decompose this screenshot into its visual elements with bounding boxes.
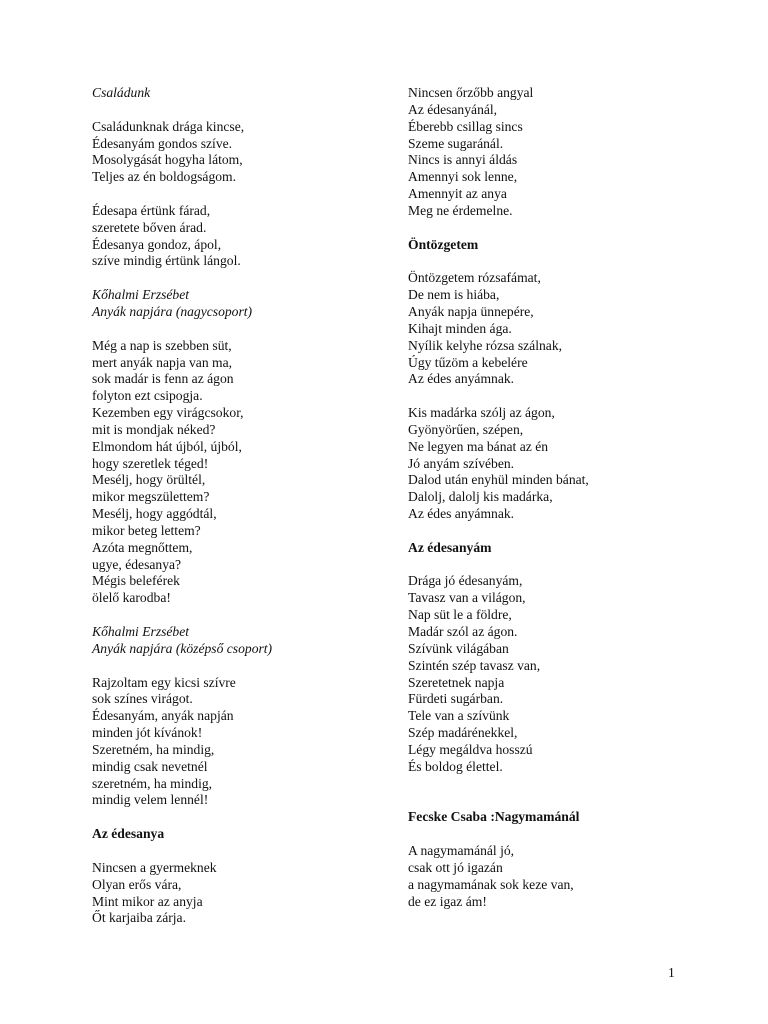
- poem-line: folyton ezt csipogja.: [92, 388, 203, 404]
- poem-line: Azóta megnőttem,: [92, 539, 193, 555]
- poem-line: Őt karjaiba zárja.: [92, 910, 186, 926]
- poem-line: Mosolygását hogyha látom,: [92, 152, 243, 168]
- poem-line: Olyan erős vára,: [92, 876, 182, 892]
- poem-line: mert anyák napja van ma,: [92, 354, 233, 370]
- poem-line: Gyönyörűen, szépen,: [408, 421, 524, 437]
- poem-line: Még a nap is szebben süt,: [92, 337, 232, 353]
- poem-line: szeretném, ha mindig,: [92, 775, 213, 791]
- poem-line: Ne legyen ma bánat az én: [408, 438, 549, 454]
- blank-line: [408, 388, 728, 405]
- poem-line: mindig velem lennél!: [92, 792, 209, 808]
- poem-line: Nyílik kelyhe rózsa szálnak,: [408, 337, 563, 353]
- blank-line: [92, 658, 392, 675]
- poem-attribution: Kőhalmi Erzsébet: [92, 624, 190, 639]
- poem-line: mikor megszülettem?: [92, 489, 210, 505]
- poem-line: mit is mondjak néked?: [92, 421, 216, 437]
- poem-line: A nagymamánál jó,: [408, 842, 515, 858]
- poem-line: Rajzoltam egy kicsi szívre: [92, 674, 236, 690]
- poem-title: Fecske Csaba :Nagymamánál: [408, 809, 580, 825]
- poem-line: sok színes virágot.: [92, 691, 193, 707]
- poem-title: Öntözgetem: [408, 236, 479, 252]
- blank-line: [92, 809, 392, 826]
- poem-line: Szeme sugaránál.: [408, 135, 504, 151]
- blank-line: [92, 270, 392, 287]
- right-column: [408, 85, 728, 910]
- poem-attribution: Anyák napjára (nagycsoport): [92, 303, 253, 319]
- poem-line: Mégis beleférek: [92, 573, 180, 589]
- poem-line: Amennyit az anya: [408, 186, 507, 202]
- left-column: [92, 85, 392, 927]
- poem-line: Szép madárénekkel,: [408, 725, 518, 741]
- page-number: 1: [668, 965, 675, 980]
- poem-line: Tele van a szívünk: [408, 708, 510, 724]
- poem-line: Édesanyám, anyák napján: [92, 708, 234, 724]
- poem-line: a nagymamának sok keze van,: [408, 876, 574, 892]
- poem-line: de ez igaz ám!: [408, 893, 487, 909]
- poem-line: hogy szeretlek téged!: [92, 455, 209, 471]
- poem-line: Teljes az én boldogságom.: [92, 169, 237, 185]
- blank-line: [408, 792, 728, 809]
- poem-line: Kihajt minden ága.: [408, 320, 512, 336]
- poem-line: Szeretetnek napja: [408, 674, 505, 690]
- poem-line: Madár szól az ágon.: [408, 624, 518, 639]
- poem-line: Éberebb csillag sincs: [408, 118, 523, 134]
- poem-line: Az édes anyámnak.: [408, 371, 515, 387]
- blank-line: [92, 843, 392, 860]
- poem-line: Drága jó édesanyám,: [408, 573, 523, 589]
- poem-line: sok madár is fenn az ágon: [92, 371, 234, 387]
- blank-line: [408, 253, 728, 270]
- poem-line: Nap süt le a földre,: [408, 607, 512, 623]
- poem-line: Nincs is annyi áldás: [408, 152, 518, 168]
- poem-line: Nincsen a gyermeknek: [92, 859, 217, 875]
- blank-line: [92, 607, 392, 624]
- poem-line: Nincsen őrzőbb angyal: [408, 85, 534, 100]
- poem-line: Édesanyám gondos szíve.: [92, 135, 233, 151]
- blank-line: [408, 557, 728, 574]
- poem-line: minden jót kívánok!: [92, 725, 203, 741]
- poem-attribution: Anyák napjára (középső csoport): [92, 640, 273, 656]
- blank-line: [92, 102, 392, 119]
- poem-attribution: Családunk: [92, 85, 151, 100]
- blank-line: [92, 321, 392, 338]
- poem-line: Fürdeti sugárban.: [408, 691, 504, 707]
- blank-line: [408, 826, 728, 843]
- poem-line: Az édes anyámnak.: [408, 506, 515, 522]
- poem-title: Az édesanyám: [408, 539, 492, 555]
- blank-line: [408, 523, 728, 540]
- poem-line: ugye, édesanya?: [92, 556, 182, 572]
- blank-line: [92, 186, 392, 203]
- poem-line: Szintén szép tavasz van,: [408, 657, 541, 673]
- poem-line: csak ott jó igazán: [408, 859, 503, 875]
- poem-line: szíve mindig értünk lángol.: [92, 253, 241, 269]
- poem-line: Öntözgetem rózsafámat,: [408, 270, 541, 286]
- poem-line: Az édesanyánál,: [408, 101, 498, 117]
- blank-line: [408, 776, 728, 793]
- poem-line: ölelő karodba!: [92, 590, 171, 606]
- poem-line: És boldog élettel.: [408, 758, 503, 774]
- poem-line: Mesélj, hogy örültél,: [92, 472, 206, 488]
- poem-line: Tavasz van a világon,: [408, 590, 526, 606]
- poem-line: mikor beteg lettem?: [92, 522, 201, 538]
- poem-line: Anyák napja ünnepére,: [408, 303, 534, 319]
- poem-line: mindig csak nevetnél: [92, 758, 208, 774]
- poem-line: Édesanya gondoz, ápol,: [92, 236, 222, 252]
- poem-line: Légy megáldva hosszú: [408, 741, 533, 757]
- poem-title: Az édesanya: [92, 826, 165, 842]
- poem-line: Jó anyám szívében.: [408, 455, 515, 471]
- poem-line: Mint mikor az anyja: [92, 893, 203, 909]
- poem-line: De nem is hiába,: [408, 287, 500, 303]
- poem-line: Családunknak drága kincse,: [92, 118, 245, 134]
- poem-line: Szívünk világában: [408, 640, 509, 656]
- poem-attribution: Kőhalmi Erzsébet: [92, 287, 190, 303]
- poem-line: Elmondom hát újból, újból,: [92, 438, 242, 454]
- poem-line: Édesapa értünk fárad,: [92, 202, 211, 218]
- blank-line: [408, 220, 728, 237]
- poem-line: Meg ne érdemelne.: [408, 202, 513, 218]
- poem-line: Kezemben egy virágcsokor,: [92, 405, 244, 421]
- poem-line: Szeretném, ha mindig,: [92, 741, 215, 757]
- poem-line: szeretete bőven árad.: [92, 219, 207, 235]
- poem-line: Dalolj, dalolj kis madárka,: [408, 489, 553, 505]
- poem-line: Kis madárka szólj az ágon,: [408, 405, 555, 421]
- poem-line: Úgy tűzöm a kebelére: [408, 354, 528, 370]
- poem-line: Amennyi sok lenne,: [408, 169, 518, 185]
- poem-line: Dalod után enyhül minden bánat,: [408, 472, 589, 488]
- poem-line: Mesélj, hogy aggódtál,: [92, 506, 217, 522]
